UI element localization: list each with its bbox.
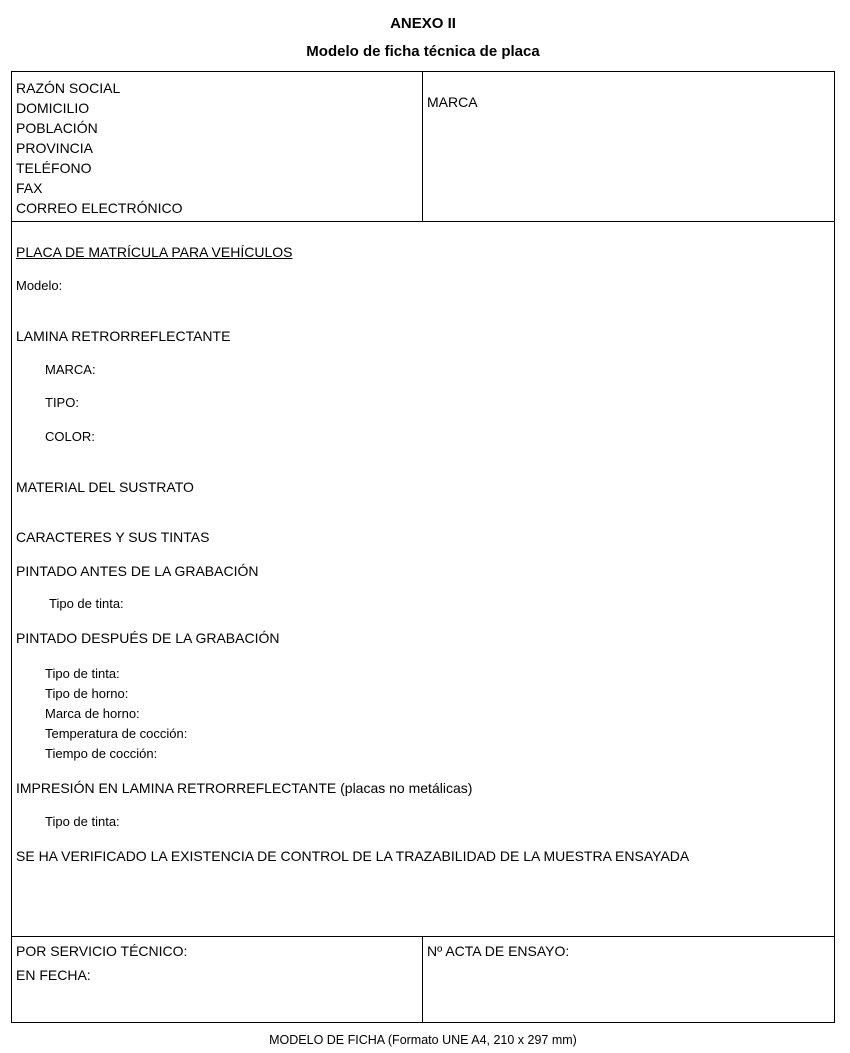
- company-domicilio: DOMICILIO: [16, 100, 90, 116]
- despues-temperatura: Temperatura de cocción:: [45, 726, 188, 741]
- pintado-despues-heading: PINTADO DESPUÉS DE LA GRABACIÓN: [16, 630, 280, 646]
- divider-top-section: [11, 221, 835, 222]
- lamina-tipo: TIPO:: [45, 395, 79, 410]
- divider-bottom-section: [11, 936, 835, 937]
- impresion-heading: IMPRESIÓN EN LAMINA RETRORREFLECTANTE (placas no metálicas): [16, 780, 473, 796]
- divider-top-columns: [422, 71, 423, 222]
- caracteres-heading: CARACTERES Y SUS TINTAS: [16, 529, 210, 545]
- plate-modelo: Modelo:: [16, 278, 63, 293]
- pintado-antes-heading: PINTADO ANTES DE LA GRABACIÓN: [16, 563, 259, 579]
- company-fax: FAX: [16, 180, 43, 196]
- company-correo: CORREO ELECTRÓNICO: [16, 200, 183, 216]
- form-subtitle: Modelo de ficha técnica de placa: [306, 43, 540, 60]
- company-marca: MARCA: [427, 94, 478, 110]
- despues-tiempo: Tiempo de cocción:: [45, 746, 158, 761]
- trazabilidad-statement: SE HA VERIFICADO LA EXISTENCIA DE CONTROL DE LA TRAZABILIDAD DE LA MUESTRA ENSAYADA: [16, 848, 690, 864]
- company-telefono: TELÉFONO: [16, 160, 92, 176]
- company-razon-social: RAZÓN SOCIAL: [16, 80, 121, 96]
- lamina-marca: MARCA:: [45, 362, 96, 377]
- company-poblacion: POBLACIÓN: [16, 120, 98, 136]
- fecha-label: EN FECHA:: [16, 967, 91, 983]
- despues-marca-horno: Marca de horno:: [45, 706, 140, 721]
- lamina-heading: LAMINA RETRORREFLECTANTE: [16, 328, 231, 344]
- impresion-tipo-tinta: Tipo de tinta:: [45, 814, 120, 829]
- despues-tipo-horno: Tipo de horno:: [45, 686, 129, 701]
- acta-ensayo-label: Nº ACTA DE ENSAYO:: [427, 943, 570, 959]
- material-heading: MATERIAL DEL SUSTRATO: [16, 479, 194, 495]
- lamina-color: COLOR:: [45, 429, 95, 444]
- antes-tipo-tinta: Tipo de tinta:: [49, 596, 124, 611]
- plate-heading: PLACA DE MATRÍCULA PARA VEHÍCULOS: [16, 244, 293, 260]
- divider-bottom-columns: [422, 936, 423, 1023]
- footer-note: MODELO DE FICHA (Formato UNE A4, 210 x 297 mm): [269, 1033, 577, 1047]
- despues-tipo-tinta: Tipo de tinta:: [45, 666, 120, 681]
- company-provincia: PROVINCIA: [16, 140, 94, 156]
- annex-title: ANEXO II: [390, 15, 456, 32]
- servicio-tecnico-label: POR SERVICIO TÉCNICO:: [16, 943, 188, 959]
